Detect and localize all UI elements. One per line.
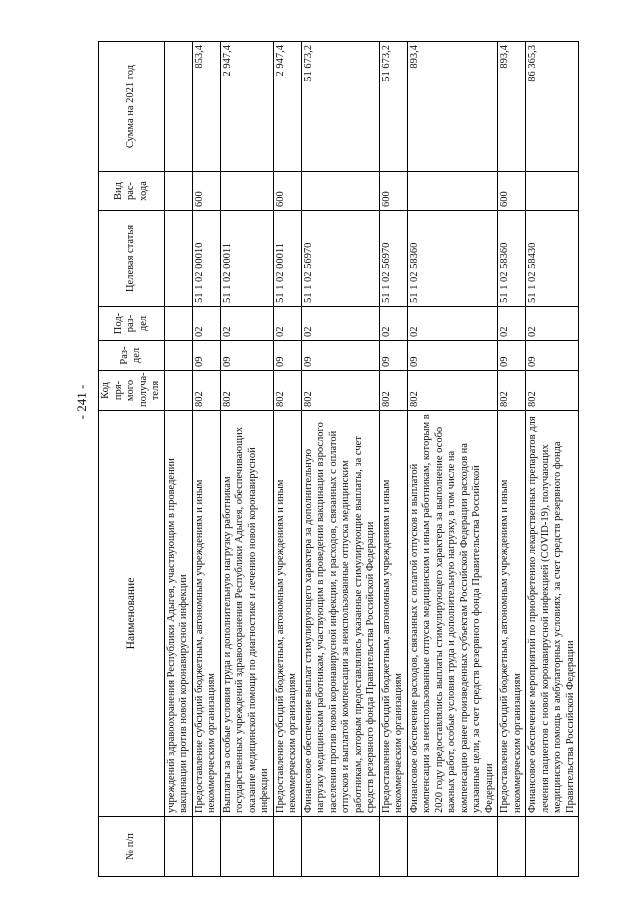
table-row bbox=[220, 42, 273, 877]
cell-article: 51 1 02 58430 bbox=[526, 211, 579, 307]
cell-section: 09 bbox=[526, 341, 579, 371]
table-row bbox=[164, 42, 192, 877]
table-row bbox=[192, 42, 220, 877]
cell-sum: 893,4 bbox=[407, 42, 498, 172]
header-article: Целевая статья bbox=[99, 211, 165, 307]
cell-recipient: 802 bbox=[192, 371, 220, 411]
cell-subsection: 02 bbox=[526, 307, 579, 341]
cell-sum: 51 673,2 bbox=[301, 42, 379, 172]
cell-expense: 600 bbox=[192, 172, 220, 211]
cell-expense: 600 bbox=[498, 172, 526, 211]
cell-sum: 893,4 bbox=[498, 42, 526, 172]
cell-name: Финансовое обеспечение выплат стимулирующего характера за дополнительную нагрузку медицинским работникам, участвующим в проведении вакцинации взрослого населения против новой коронавирусной инфекции, и расходов, связанных с оплатой отпусков и выплатой компенсации за неиспользованные отпуска медицинским работникам, которым предоставлялись указанные стимулирующие выплаты, за счет средств резервного фонда Правительства Российской Федерации bbox=[301, 411, 379, 817]
cell-article: 51 1 02 56970 bbox=[301, 211, 379, 307]
cell-sum: 51 673,2 bbox=[379, 42, 407, 172]
cell-subsection: 02 bbox=[407, 307, 498, 341]
cell-expense bbox=[220, 172, 273, 211]
cell-article: 51 1 02 00011 bbox=[220, 211, 273, 307]
cell-section: 09 bbox=[273, 341, 301, 371]
cell-num bbox=[192, 817, 220, 877]
header-expense: Вид рас-хода bbox=[99, 172, 165, 211]
table-row bbox=[273, 42, 301, 877]
cell-section bbox=[164, 341, 192, 371]
cell-subsection: 02 bbox=[498, 307, 526, 341]
cell-section: 09 bbox=[407, 341, 498, 371]
table-row bbox=[498, 42, 526, 877]
cell-num bbox=[273, 817, 301, 877]
header-name: Наименование bbox=[99, 411, 165, 817]
cell-expense: 600 bbox=[379, 172, 407, 211]
cell-recipient: 802 bbox=[407, 371, 498, 411]
cell-recipient bbox=[164, 371, 192, 411]
header-num: № п/п bbox=[99, 817, 165, 877]
cell-sum bbox=[164, 42, 192, 172]
header-sum: Сумма на 2021 год bbox=[99, 42, 165, 172]
cell-num bbox=[407, 817, 498, 877]
cell-name: Выплаты за особые условия труда и дополнительную нагрузку работникам государственных учреждений здравоохранения Республики Адыгея, обеспечивающих оказание медицинской помощи по диагностике и лечению новой коронавирусной инфекции bbox=[220, 411, 273, 817]
cell-num bbox=[220, 817, 273, 877]
cell-num bbox=[498, 817, 526, 877]
cell-name: Предоставление субсидий бюджетным, автономным учреждениям и иным некоммерческим организациям bbox=[192, 411, 220, 817]
header-section: Раз-дел bbox=[99, 341, 165, 371]
cell-article: 51 1 02 56970 bbox=[379, 211, 407, 307]
cell-article: 51 1 02 00010 bbox=[192, 211, 220, 307]
cell-num bbox=[526, 817, 579, 877]
cell-subsection: 02 bbox=[192, 307, 220, 341]
cell-subsection: 02 bbox=[220, 307, 273, 341]
cell-sum: 2 947,4 bbox=[273, 42, 301, 172]
header-subsection: Под-раз-дел bbox=[99, 307, 165, 341]
table-row bbox=[301, 42, 379, 877]
cell-article bbox=[164, 211, 192, 307]
cell-subsection: 02 bbox=[273, 307, 301, 341]
table-row bbox=[379, 42, 407, 877]
cell-article: 51 1 02 58360 bbox=[407, 211, 498, 307]
cell-section: 09 bbox=[301, 341, 379, 371]
cell-name: Финансовое обеспечение расходов, связанных с оплатой отпусков и выплатой компенсации за неиспользованные отпуска медицинским и иным работникам, которым в 2020 году предоставлялись выплаты стимулирующего характера за выполнение особо важных работ, особые условия труда и дополнительную нагрузку, в том числе на компенсацию ранее произведенных субъектам Российской Федерации расходов на указанные цели, за счет средств резервного фонда Правительства Российской Федерации bbox=[407, 411, 498, 817]
cell-sum: 86 365,3 bbox=[526, 42, 579, 172]
cell-recipient: 802 bbox=[301, 371, 379, 411]
cell-article: 51 1 02 58360 bbox=[498, 211, 526, 307]
cell-name: Предоставление субсидий бюджетным, автономным учреждениям и иным некоммерческим организациям bbox=[379, 411, 407, 817]
cell-num bbox=[379, 817, 407, 877]
cell-section: 09 bbox=[192, 341, 220, 371]
cell-article: 51 1 02 00011 bbox=[273, 211, 301, 307]
cell-section: 09 bbox=[220, 341, 273, 371]
cell-name: Предоставление субсидий бюджетным, автономным учреждениям и иным некоммерческим организациям bbox=[498, 411, 526, 817]
cell-expense bbox=[526, 172, 579, 211]
cell-name: Предоставление субсидий бюджетным, автономным учреждениям и иным некоммерческим организациям bbox=[273, 411, 301, 817]
table-header-row bbox=[99, 42, 165, 877]
budget-table-container bbox=[98, 42, 576, 877]
cell-recipient: 802 bbox=[220, 371, 273, 411]
cell-name: Финансовое обеспечение мероприятий по приобретению лекарственных препаратов для лечения пациентов с новой коронавирусной инфекцией (COVID-19), получающих медицинскую помощь в амбулаторных условиях, за счет средств резервного фонда Правительства Российской Федерации bbox=[526, 411, 579, 817]
cell-sum: 853,4 bbox=[192, 42, 220, 172]
table-row bbox=[526, 42, 579, 877]
cell-expense bbox=[407, 172, 498, 211]
budget-table bbox=[98, 41, 579, 877]
cell-expense bbox=[164, 172, 192, 211]
cell-recipient: 802 bbox=[526, 371, 579, 411]
rotated-table-frame bbox=[98, 42, 576, 877]
cell-num bbox=[301, 817, 379, 877]
cell-recipient: 802 bbox=[273, 371, 301, 411]
table-body bbox=[164, 42, 579, 877]
cell-section: 09 bbox=[498, 341, 526, 371]
cell-expense bbox=[301, 172, 379, 211]
page-number: - 241 - bbox=[74, 384, 89, 420]
cell-expense: 600 bbox=[273, 172, 301, 211]
cell-section: 09 bbox=[379, 341, 407, 371]
cell-num bbox=[164, 817, 192, 877]
header-recipient: Код пря-мого получа-теля bbox=[99, 371, 165, 411]
cell-name: учреждений здравоохранения Республики Адыгея, участвующим в проведении вакцинации против новой коронавирусной инфекции bbox=[164, 411, 192, 817]
cell-subsection bbox=[164, 307, 192, 341]
table-row bbox=[407, 42, 498, 877]
cell-subsection: 02 bbox=[379, 307, 407, 341]
cell-sum: 2 947,4 bbox=[220, 42, 273, 172]
cell-recipient: 802 bbox=[498, 371, 526, 411]
cell-subsection: 02 bbox=[301, 307, 379, 341]
cell-recipient: 802 bbox=[379, 371, 407, 411]
